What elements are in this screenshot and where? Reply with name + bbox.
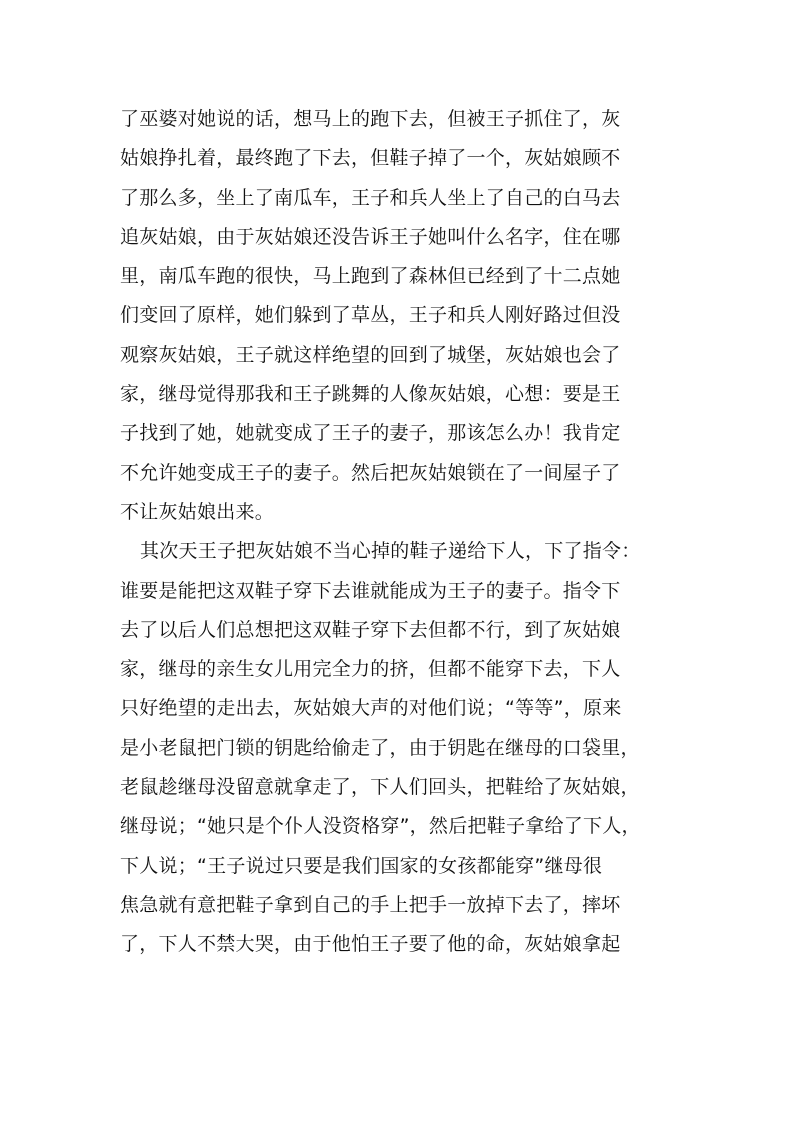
text-line: 下人说；“王子说过只要是我们国家的女孩都能穿”继母很: [120, 854, 603, 877]
text-line: 焦急就有意把鞋子拿到自己的手上把手一放掉下去了，摔坏: [120, 893, 621, 916]
text-line-indented: 其次天王子把灰姑娘不当心掉的鞋子递给下人，下了指令：: [140, 540, 641, 563]
paragraph-1: [120, 100, 680, 532]
text-line: 老鼠趁继母没留意就拿走了，下人们回头，把鞋给了灰姑娘，: [120, 776, 640, 799]
text-line: 继母说；“她只是个仆人没资格穿”，然后把鞋子拿给了下人，: [120, 815, 641, 838]
text-line: 了那么多，坐上了南瓜车，王子和兵人坐上了自己的白马去: [120, 186, 621, 209]
text-line: 了巫婆对她说的话，想马上的跑下去，但被王子抓住了，灰: [120, 108, 621, 130]
text-line: 家，继母的亲生女儿用完全力的挤，但都不能穿下去，下人: [120, 658, 621, 681]
text-line: 不让灰姑娘出来。: [120, 500, 275, 523]
text-line: 追灰姑娘，由于灰姑娘还没告诉王子她叫什么名字，住在哪: [120, 225, 621, 248]
text-line: 子找到了她，她就变成了王子的妻子，那该怎么办！我肯定: [120, 422, 621, 445]
text-line: 们变回了原样，她们躲到了草丛，王子和兵人刚好路过但没: [120, 304, 621, 327]
text-line: 里，南瓜车跑的很快，马上跑到了森林但已经到了十二点她: [120, 265, 621, 288]
text-line: 了，下人不禁大哭，由于他怕王子要了他的命，灰姑娘拿起: [120, 933, 621, 956]
text-line: 观察灰姑娘，王子就这样绝望的回到了城堡，灰姑娘也会了: [120, 343, 621, 366]
document-body: [120, 100, 680, 965]
text-line: 姑娘挣扎着，最终跑了下去，但鞋子掉了一个，灰姑娘顾不: [120, 147, 621, 170]
text-line: 是小老鼠把门锁的钥匙给偷走了，由于钥匙在继母的口袋里，: [120, 736, 640, 759]
paragraph-2: [120, 532, 680, 964]
text-line: 家，继母觉得那我和王子跳舞的人像灰姑娘，心想：要是王: [120, 383, 621, 406]
text-line: 谁要是能把这双鞋子穿下去谁就能成为王子的妻子。指令下: [120, 579, 621, 602]
text-line: 不允许她变成王子的妻子。然后把灰姑娘锁在了一间屋子了: [120, 461, 621, 484]
text-line: 去了以后人们总想把这双鞋子穿下去但都不行，到了灰姑娘: [120, 618, 621, 641]
text-line: 只好绝望的走出去，灰姑娘大声的对他们说；“等等”，原来: [120, 697, 622, 720]
